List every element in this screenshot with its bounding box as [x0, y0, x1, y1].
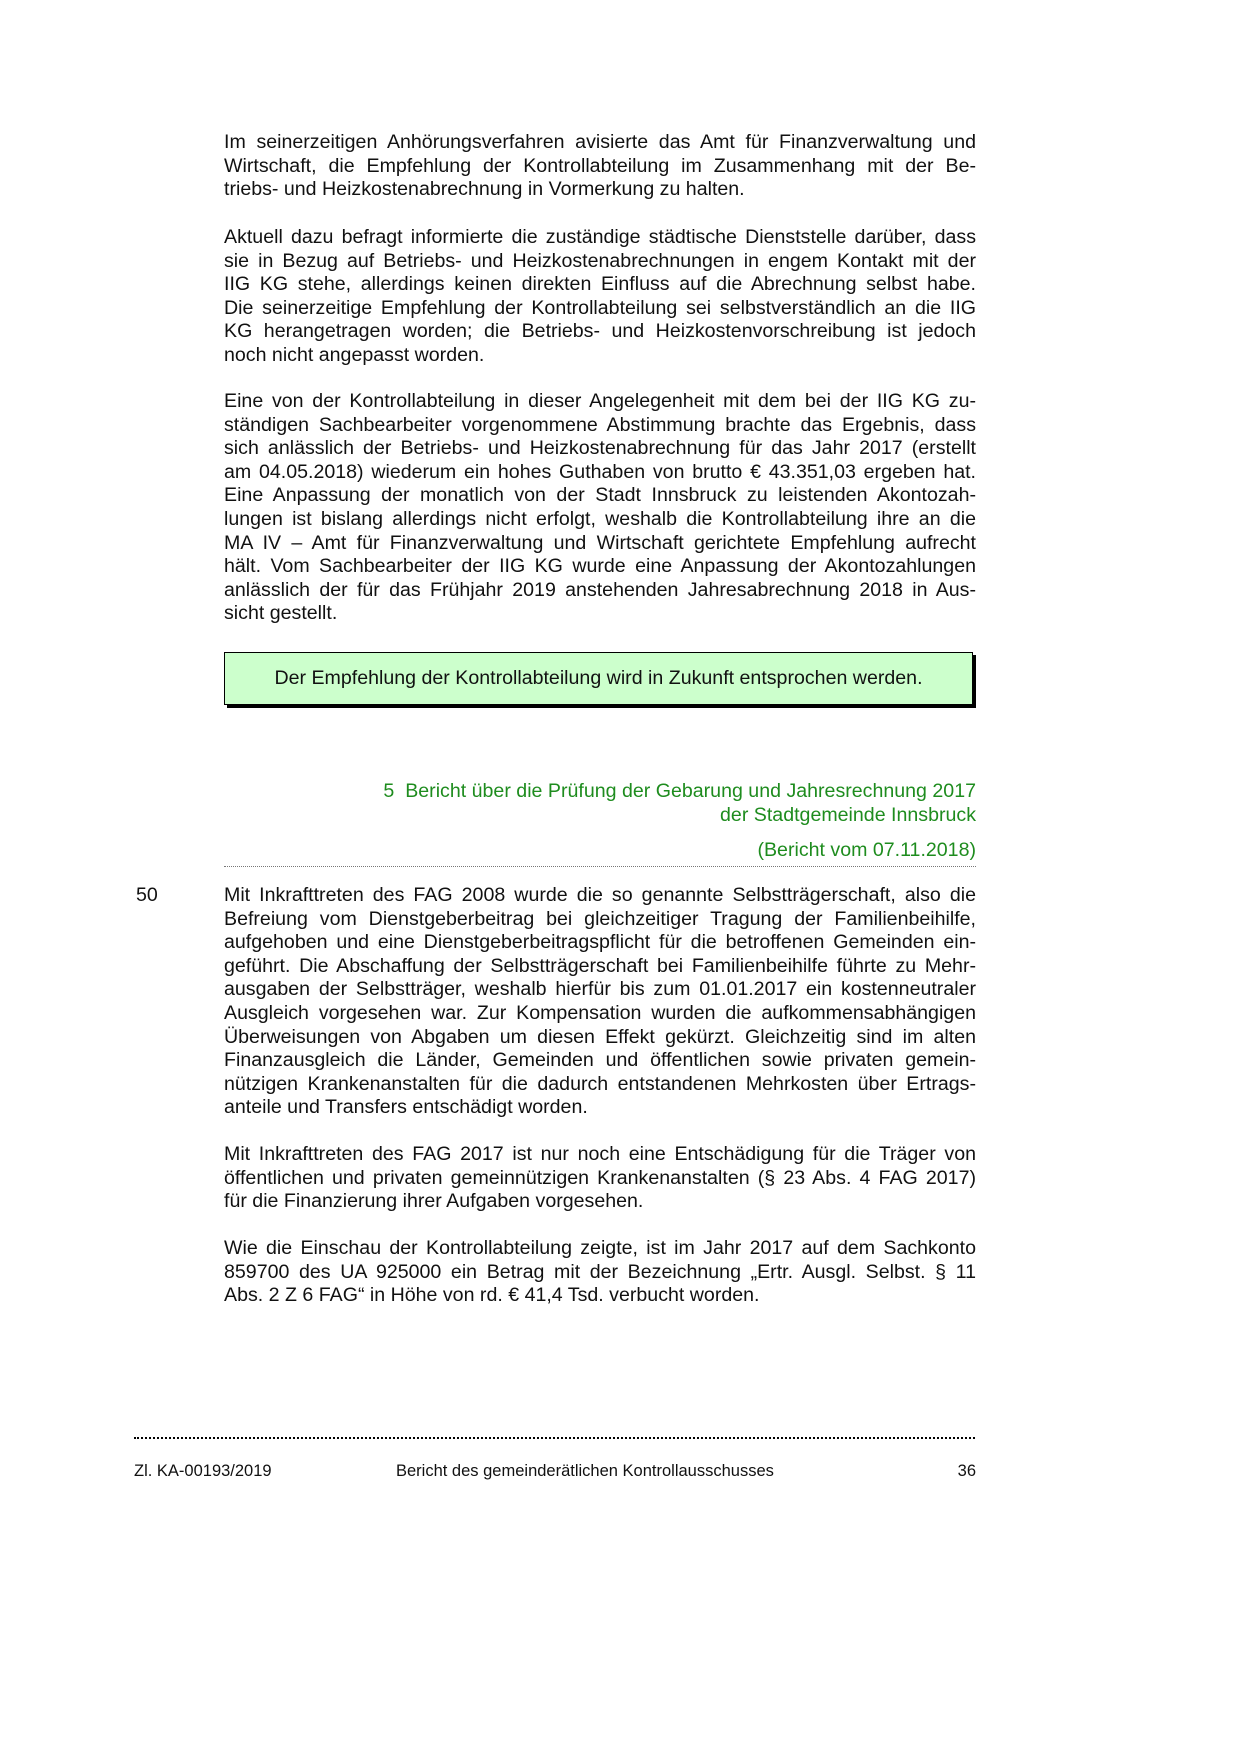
item-number: 50 — [136, 884, 158, 906]
text-line: für die Finanzierung ihrer Aufgaben vorgesehen. — [224, 1190, 644, 1213]
text-line: Abs. 2 Z 6 FAG“ in Höhe von rd. € 41,4 Tsd. verbucht worden. — [224, 1284, 760, 1307]
text-line: Befreiung vom Dienstgeberbeitrag bei gleichzeitiger Tragung der Familienbeihilfe, — [224, 907, 976, 930]
text-line: Eine Anpassung der monatlich von der Stadt Innsbruck zu leistenden Akontozah- — [224, 484, 976, 507]
text-line: triebs- und Heizkostenabrechnung in Vormerkung zu halten. — [224, 178, 745, 201]
section-paragraph-3 — [224, 1237, 976, 1308]
text-line: noch nicht angepasst worden. — [224, 343, 485, 366]
statement-text: Der Empfehlung der Kontrollabteilung wird in Zukunft entsprochen werden. — [274, 667, 923, 689]
text-line: MA IV – Amt für Finanzverwaltung und Wirtschaft gerichtete Empfehlung aufrecht — [224, 531, 976, 554]
text-line: 859700 des UA 925000 ein Betrag mit der Bezeichnung „Ertr. Ausgl. Selbst. § 11 — [224, 1260, 976, 1283]
text-line: sich anlässlich der Betriebs- und Heizkostenabrechnung für das Jahr 2017 (erstellt — [224, 437, 976, 460]
text-line: Eine von der Kontrollabteilung in dieser Angelegenheit mit dem bei der IIG KG zu- — [224, 390, 976, 412]
text-line: Finanzausgleich die Länder, Gemeinden und öffentlichen sowie privaten gemein- — [224, 1049, 976, 1072]
paragraph-1 — [224, 131, 976, 202]
text-line: KG herangetragen worden; die Betriebs- und Heizkostenvorschreibung ist jedoch — [224, 320, 976, 343]
section-title — [383, 779, 976, 827]
text-line: sicht gestellt. — [224, 602, 338, 625]
section-paragraph-1 — [224, 884, 976, 1120]
text-line: anteile und Transfers entschädigt worden. — [224, 1096, 588, 1119]
text-line: Wie die Einschau der Kontrollabteilung zeigte, ist im Jahr 2017 auf dem Sachkonto — [224, 1237, 976, 1259]
section-date: (Bericht vom 07.11.2018) — [757, 839, 976, 861]
text-line: IIG KG stehe, allerdings keinen direkten Einfluss auf die Abrechnung selbst habe. — [224, 273, 976, 296]
text-line: Überweisungen von Abgaben um diesen Effekt gekürzt. Gleichzeitig sind im alten — [224, 1025, 976, 1048]
text-line: Die seinerzeitige Empfehlung der Kontrollabteilung sei selbstverständlich an die IIG — [224, 296, 976, 319]
text-line: Im seinerzeitigen Anhörungsverfahren avisierte das Amt für Finanzverwaltung und — [224, 131, 976, 153]
footer-divider — [134, 1437, 975, 1439]
text-line: aufgehoben und eine Dienstgeberbeitragspflicht für die betroffenen Gemeinden ein- — [224, 931, 976, 954]
text-line: ständigen Sachbearbeiter vorgenommene Abstimmung brachte das Ergebnis, dass — [224, 413, 976, 436]
text-line: nützigen Krankenanstalten für die dadurch entstandenen Mehrkosten über Ertrags- — [224, 1072, 976, 1095]
text-line: geführt. Die Abschaffung der Selbstträgerschaft bei Familienbeihilfe führte zu Mehr- — [224, 954, 976, 977]
section-divider — [224, 866, 976, 867]
footer-reference: Zl. KA-00193/2019 — [134, 1462, 272, 1480]
section-title-line2: der Stadtgemeinde Innsbruck — [720, 804, 976, 826]
section-paragraph-2 — [224, 1143, 976, 1214]
text-line: Mit Inkrafttreten des FAG 2008 wurde die so genannte Selbstträgerschaft, also die — [224, 884, 976, 906]
text-line: sie in Bezug auf Betriebs- und Heizkostenabrechnungen in engem Kontakt mit der — [224, 249, 976, 272]
text-line: öffentlichen und privaten gemeinnützigen Krankenanstalten (§ 23 Abs. 4 FAG 2017) — [224, 1166, 976, 1189]
text-line: anlässlich der für das Frühjahr 2019 anstehenden Jahresabrechnung 2018 in Aus- — [224, 578, 976, 601]
text-line: ausgaben der Selbstträger, weshalb hierfür bis zum 01.01.2017 ein kostenneutraler — [224, 978, 976, 1001]
paragraph-3 — [224, 390, 976, 626]
text-line: hält. Vom Sachbearbeiter der IIG KG wurde eine Anpassung der Akontozahlungen — [224, 555, 976, 578]
paragraph-2 — [224, 226, 976, 368]
text-line: Ausgleich vorgesehen war. Zur Kompensation wurden die aufkommensabhängigen — [224, 1001, 976, 1024]
footer-page-number: 36 — [957, 1462, 976, 1480]
text-line: Aktuell dazu befragt informierte die zuständige städtische Dienststelle darüber, dass — [224, 226, 976, 248]
section-title-line1: 5 Bericht über die Prüfung der Gebarung und Jahresrechnung 2017 — [383, 780, 976, 802]
text-line: Mit Inkrafttreten des FAG 2017 ist nur noch eine Entschädigung für die Träger von — [224, 1143, 976, 1165]
text-line: lungen ist bislang allerdings nicht erfolgt, weshalb die Kontrollabteilung ihre an die — [224, 507, 976, 530]
text-line: am 04.05.2018) wiederum ein hohes Guthaben von brutto € 43.351,03 ergeben hat. — [224, 460, 976, 483]
statement-box — [224, 652, 973, 705]
footer-title: Bericht des gemeinderätlichen Kontrollausschusses — [396, 1462, 774, 1480]
text-line: Wirtschaft, die Empfehlung der Kontrollabteilung im Zusammenhang mit der Be- — [224, 154, 976, 177]
